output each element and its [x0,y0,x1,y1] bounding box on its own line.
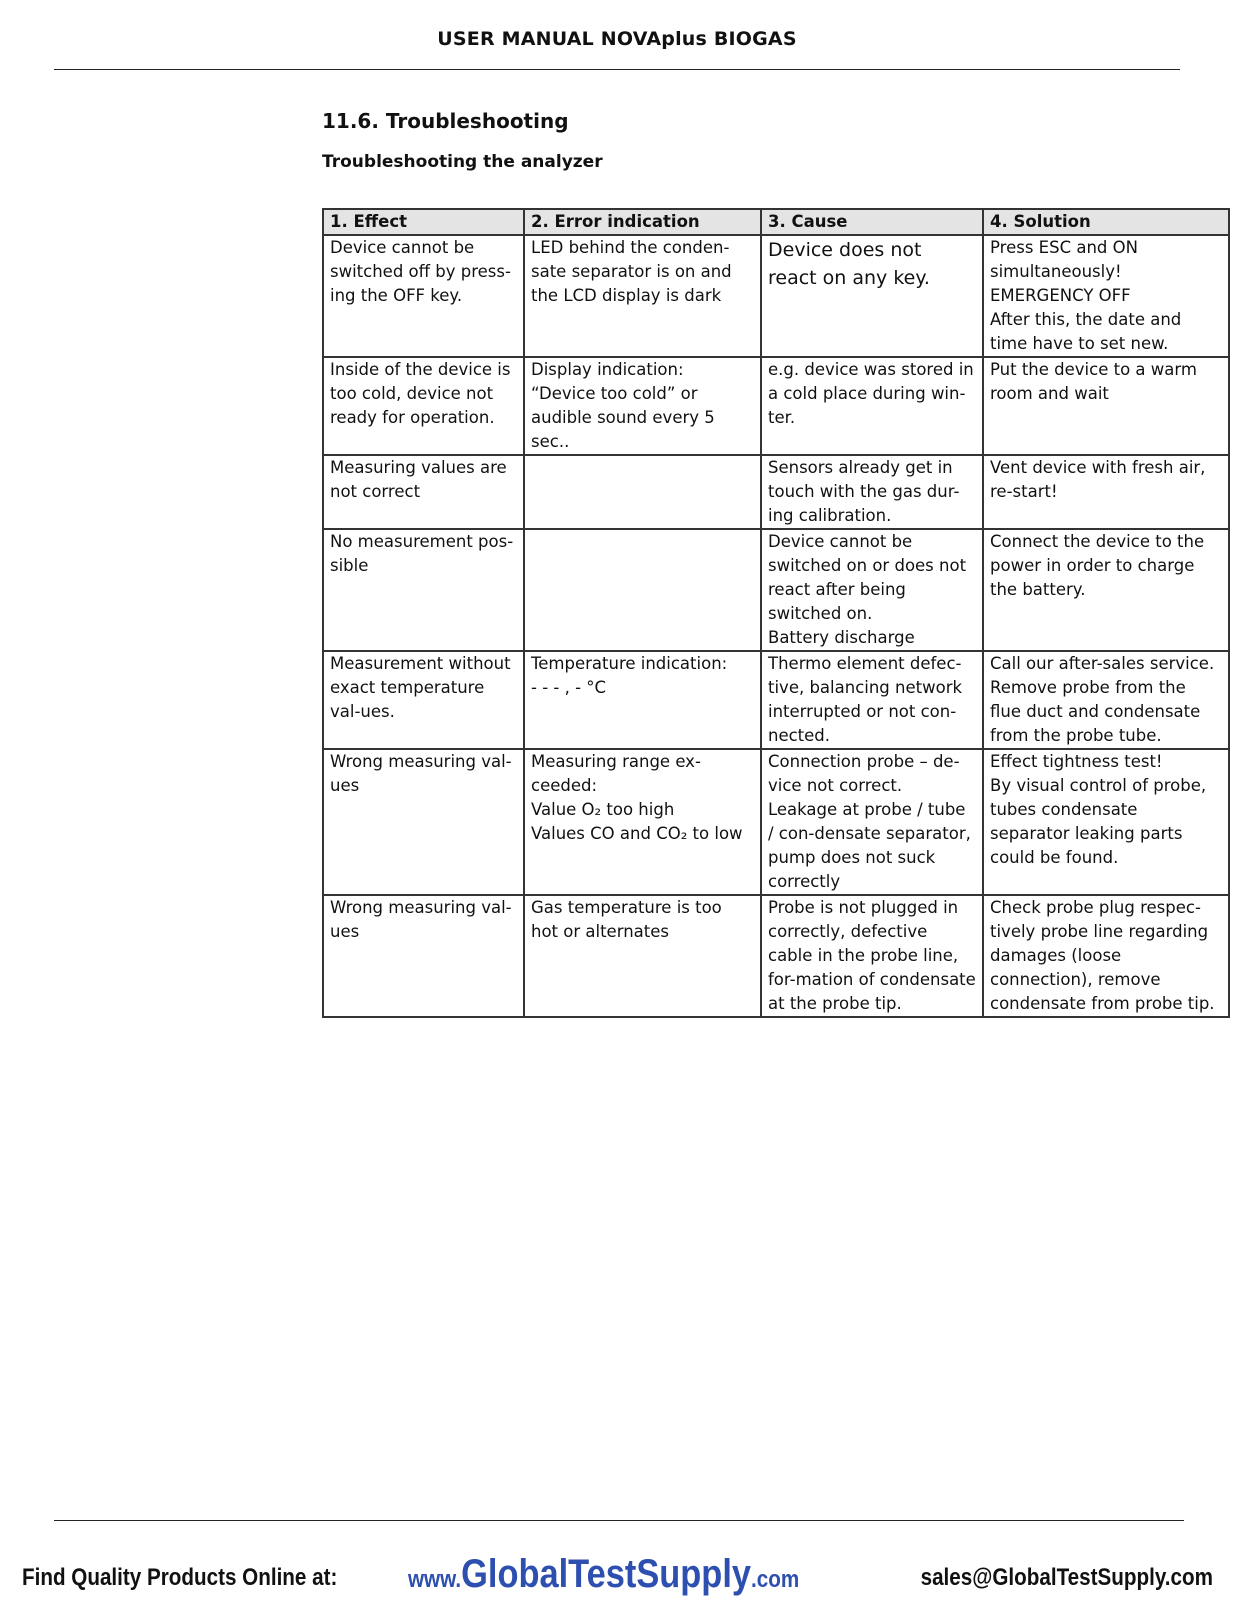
troubleshooting-table-container [322,208,1215,1013]
page-footer [0,1552,1237,1600]
cell-effect: Wrong measuring val-ues [323,749,524,895]
section-title: 11.6. Troubleshooting [322,109,569,133]
cell-cause: Device cannot be switched on or does not react after being switched on. Battery discharge [761,529,983,651]
header-cause: 3. Cause [761,209,983,235]
cell-cause: e.g. device was stored in a cold place during win-ter. [761,357,983,455]
cell-effect: Device cannot be switched off by press-ing the OFF key. [323,235,524,357]
cell-solution: Put the device to a warm room and wait [983,357,1229,455]
footer-divider [54,1520,1184,1521]
table-row [323,651,1229,749]
cell-cause: Device does not react on any key. [761,235,983,357]
footer-tagline: Find Quality Products Online at: [22,1564,338,1591]
table-header-row [323,209,1229,235]
footer-web-suffix: .com [751,1566,800,1593]
cell-effect: Wrong measuring val-ues [323,895,524,1017]
cell-cause: Thermo element defec-tive, balancing network interrupted or not con-nected. [761,651,983,749]
cell-effect: Measuring values are not correct [323,455,524,529]
header-error-indication: 2. Error indication [524,209,761,235]
cell-effect: No measurement pos-sible [323,529,524,651]
cell-error: Temperature indication: - - - , - °C [524,651,761,749]
table-row [323,235,1229,357]
page-header: USER MANUAL NOVAplus BIOGAS [437,28,797,50]
table-row [323,455,1229,529]
footer-web-prefix: www. [408,1566,462,1593]
header-solution: 4. Solution [983,209,1229,235]
cell-cause: Connection probe – de-vice not correct. Leakage at probe / tube / con-densate separator, pump does not suck correctly [761,749,983,895]
cell-error: LED behind the conden-sate separator is on and the LCD display is dark [524,235,761,357]
cell-error: Measuring range ex-ceeded: Value O₂ too high Values CO and CO₂ to low [524,749,761,895]
cell-cause: Sensors already get in touch with the gas dur-ing calibration. [761,455,983,529]
cell-effect: Measurement without exact temperature val-ues. [323,651,524,749]
footer-web-main: GlobalTestSupply [461,1552,752,1596]
header-effect: 1. Effect [323,209,524,235]
header-divider [54,69,1180,70]
cell-error: Gas temperature is too hot or alternates [524,895,761,1017]
footer-website-link[interactable] [408,1552,799,1597]
cell-effect: Inside of the device is too cold, device not ready for operation. [323,357,524,455]
table-row [323,529,1229,651]
cell-error [524,529,761,651]
cell-error: Display indication: “Device too cold” or audible sound every 5 sec.. [524,357,761,455]
cell-solution: Call our after-sales service. Remove probe from the flue duct and condensate from the probe tube. [983,651,1229,749]
section-subtitle: Troubleshooting the analyzer [322,152,603,172]
footer-email-link[interactable]: sales@GlobalTestSupply.com [920,1564,1213,1591]
cell-solution: Effect tightness test! By visual control of probe, tubes condensate separator leaking parts could be found. [983,749,1229,895]
cell-solution: Connect the device to the power in order to charge the battery. [983,529,1229,651]
cell-cause: Probe is not plugged in correctly, defective cable in the probe line, for-mation of condensate at the probe tip. [761,895,983,1017]
cell-solution: Vent device with fresh air, re-start! [983,455,1229,529]
table-row [323,895,1229,1017]
cell-error [524,455,761,529]
troubleshooting-table [322,208,1230,1018]
table-row [323,749,1229,895]
cell-solution: Check probe plug respec-tively probe line regarding damages (loose connection), remove condensate from probe tip. [983,895,1229,1017]
cell-solution: Press ESC and ON simultaneously! EMERGENCY OFF After this, the date and time have to set new. [983,235,1229,357]
table-row [323,357,1229,455]
